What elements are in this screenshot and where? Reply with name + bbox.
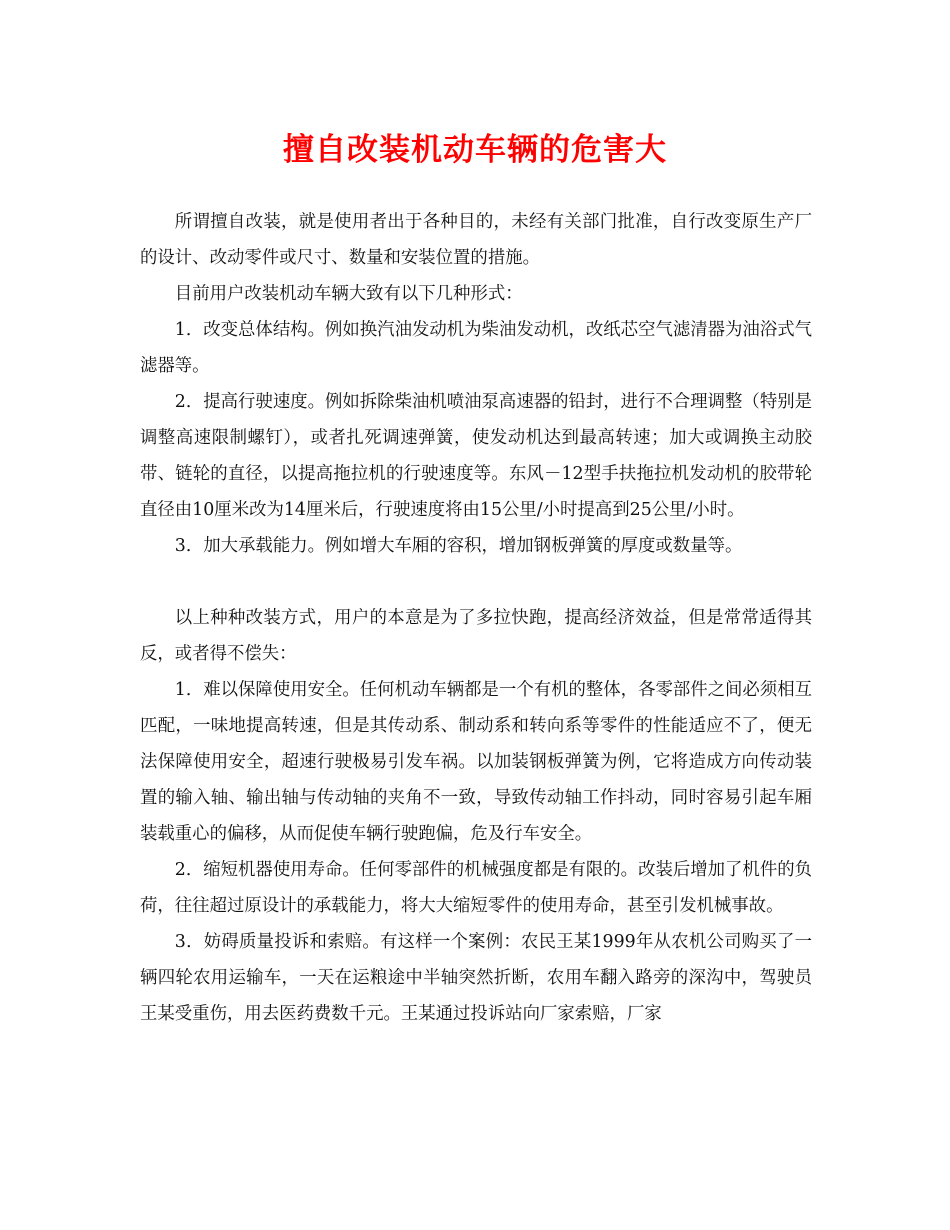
paragraph-harms-intro: 以上种种改装方式，用户的本意是为了多拉快跑，提高经济效益，但是常常适得其反，或者得不偿失：	[140, 608, 812, 664]
paragraph-harm-2: 2．缩短机器使用寿命。任何零部件的机械强度都是有限的。改装后增加了机件的负荷，往往超过原设计的承载能力，将大大缩短零件的使用寿命，甚至引发机械事故。	[140, 860, 812, 916]
paragraph-form-3: 3．加大承载能力。例如增大车厢的容积，增加钢板弹簧的厚度或数量等。	[174, 536, 743, 556]
paragraph-forms-intro: 目前用户改装机动车辆大致有以下几种形式：	[174, 284, 523, 304]
document-body	[140, 204, 812, 1032]
paragraph-harm-3: 3．妨碍质量投诉和索赔。有这样一个案例：农民王某1999年从农机公司购买了一辆四轮农用运输车，一天在运粮途中半轴突然折断，农用车翻入路旁的深沟中，驾驶员王某受重伤，用去医药费数千元。王某通过投诉站向厂家索赔，厂家	[140, 932, 812, 1024]
paragraph-form-2: 2．提高行驶速度。例如拆除柴油机喷油泵高速器的铅封，进行不合理调整（特别是调整高速限制螺钉），或者扎死调速弹簧，使发动机达到最高转速；加大或调换主动胶带、链轮的直径，以提高拖拉机的行驶速度等。东风－12型手扶拖拉机发动机的胶带轮直径由10厘米改为14厘米后，行驶速度将由15公里/小时提高到25公里/小时。	[140, 392, 812, 520]
paragraph-definition: 所谓擅自改装，就是使用者出于各种目的，未经有关部门批准，自行改变原生产厂的设计、改动零件或尺寸、数量和安装位置的措施。	[140, 212, 812, 268]
document-title: 擅自改装机动车辆的危害大	[283, 132, 667, 168]
paragraph-harm-1: 1．难以保障使用安全。任何机动车辆都是一个有机的整体，各零部件之间必须相互匹配，一味地提高转速，但是其传动系、制动系和转向系等零件的性能适应不了，便无法保障使用安全，超速行驶极易引发车祸。以加装钢板弹簧为例，它将造成方向传动装置的输入轴、输出轴与传动轴的夹角不一致，导致传动轴工作抖动，同时容易引起车厢装载重心的偏移，从而促使车辆行驶跑偏，危及行车安全。	[140, 680, 812, 844]
paragraph-form-1: 1．改变总体结构。例如换汽油发动机为柴油发动机，改纸芯空气滤清器为油浴式气滤器等。	[140, 320, 812, 376]
